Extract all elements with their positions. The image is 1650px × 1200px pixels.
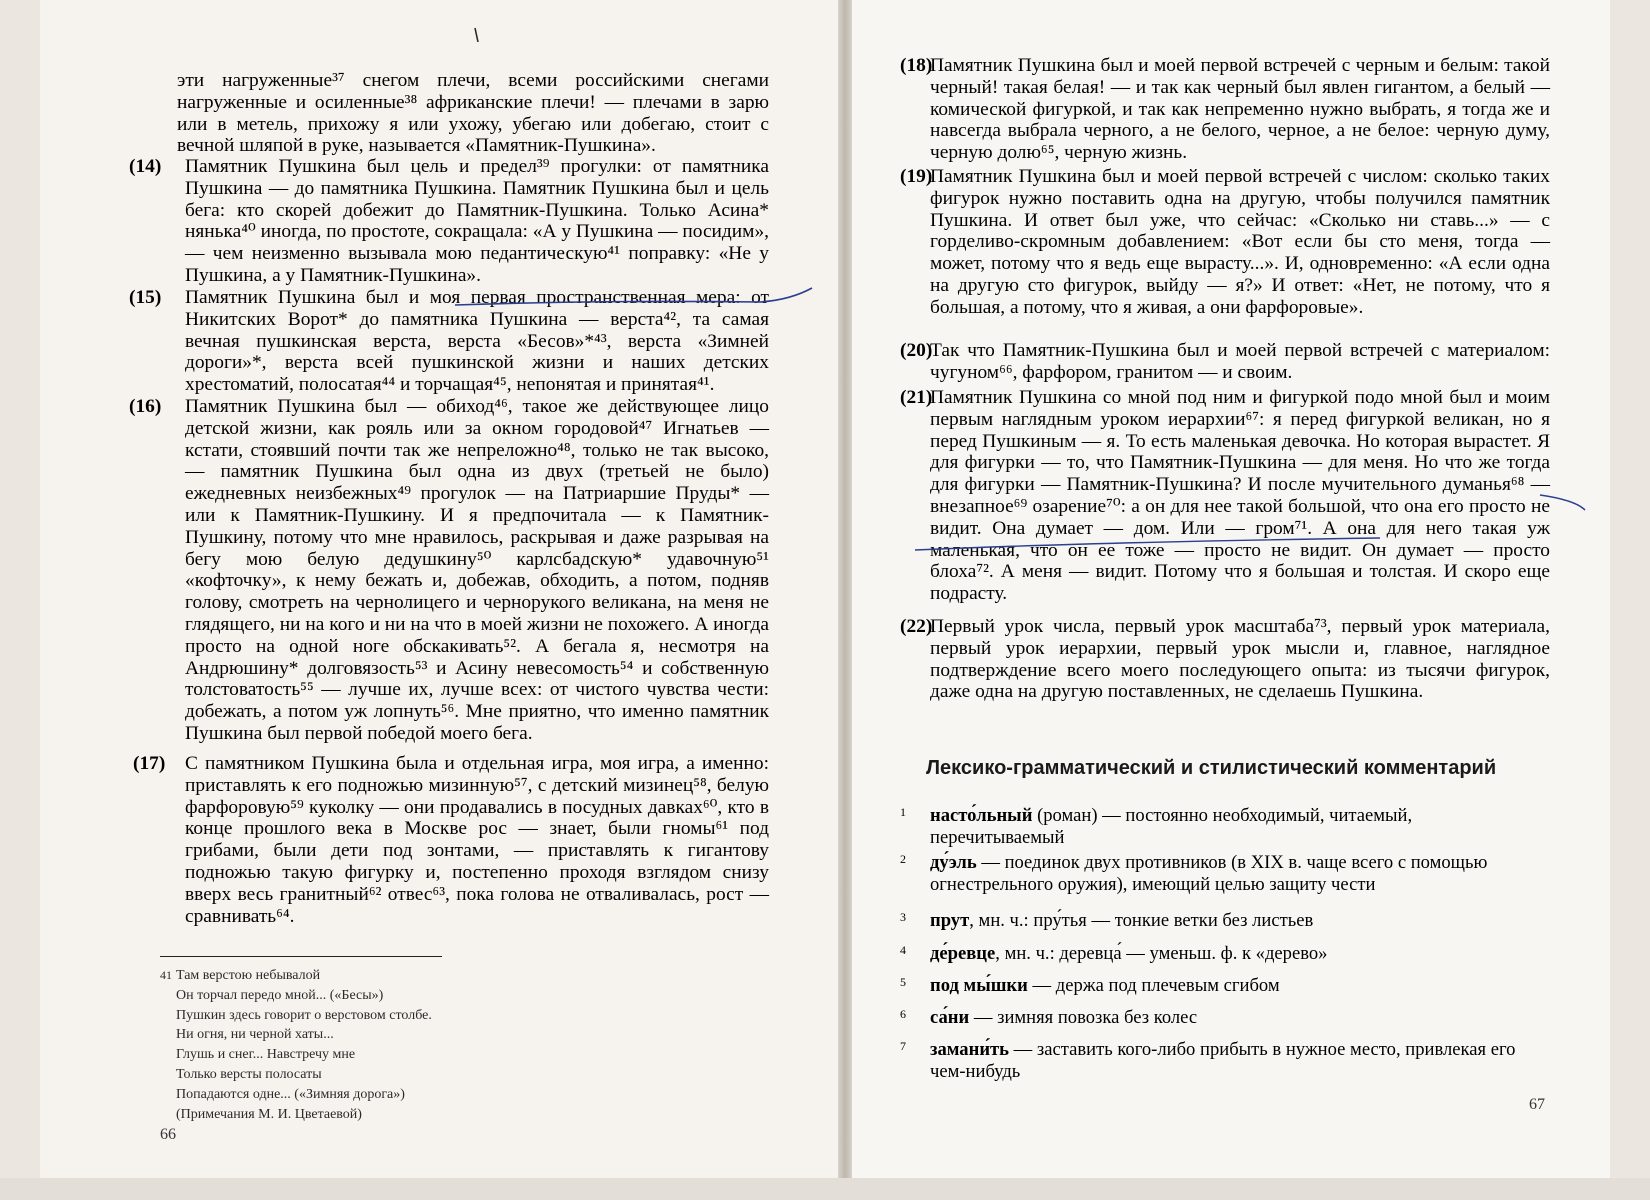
- glossary-definition: — зимняя повозка без колес: [969, 1007, 1198, 1028]
- glossary-entry: [900, 1039, 1550, 1083]
- glossary-definition: — поединок двух противников (в XIX в. чаще всего с помощью огнестрельного оружия), имеющий целью защиту чести: [930, 852, 1488, 895]
- footnote-line: Попадаются одне... («Зимняя дорога»): [176, 1086, 405, 1102]
- glossary-definition: , мн. ч.: пру́тья — тонкие ветки без листьев: [969, 910, 1314, 931]
- glossary-headword: ду́эль: [930, 852, 977, 873]
- glossary-number: 1: [900, 805, 906, 819]
- paragraph-number: (17): [133, 753, 166, 774]
- glossary-number: 4: [900, 943, 906, 957]
- page-number-left: 66: [160, 1126, 176, 1143]
- paragraph-19: [900, 166, 1550, 319]
- glossary-definition: — держа под плечевым сгибом: [1027, 975, 1280, 996]
- glossary-number: 6: [900, 1007, 906, 1021]
- paragraph-20: [900, 340, 1550, 384]
- glossary-headword: под мы́шки: [930, 975, 1028, 996]
- glossary-headword: насто́льный: [930, 805, 1033, 826]
- section-heading: Лексико-грамматический и стилистический комментарий: [926, 757, 1497, 779]
- glossary-number: 7: [900, 1039, 906, 1053]
- paragraph-15: [129, 287, 769, 396]
- paragraph-text: эти нагруженные³⁷ снегом плечи, всеми российскими снегами нагруженные и осиленные³⁸ африканские плечи! — плечами в зарю или в метель, прихожу я или ухожу, убегаю или добегаю, стоит с вечной шляпой в руке, называется «Памятник-Пушкина».: [177, 70, 769, 157]
- glossary-number: 2: [900, 852, 906, 866]
- footnote: [160, 966, 520, 1124]
- glossary-number: 3: [900, 910, 906, 924]
- footnote-line: (Примечания М. И. Цветаевой): [176, 1106, 362, 1122]
- glossary-definition: — заставить кого-либо прибыть в нужное место, привлекая его чем-нибудь: [930, 1039, 1516, 1082]
- paragraph-text: Памятник Пушкина был цель и предел³⁹ прогулки: от памятника Пушкина — до памятника Пушкина. Памятник Пушкина был и цель бега: кто скорей добежит до Памятник-Пушкина. Только Асина* нянька⁴⁰ иногда, по простоте, сокращала: «А у Пушкина — посидим», — чем неизменно вызывала мою педантическую⁴¹ поправку: «Не у Пушкина, а у Памятник-Пушкина».: [185, 156, 769, 286]
- paragraph-17: [133, 753, 769, 927]
- glossary-entry: [900, 805, 1550, 849]
- footnote-line: Там верстою небывалой: [176, 968, 321, 983]
- glossary-entry: [900, 852, 1550, 896]
- paragraph-16: [129, 396, 769, 745]
- glossary-number: 5: [900, 975, 906, 989]
- paragraph-number: (15): [129, 287, 162, 308]
- paragraph-14: [129, 156, 769, 287]
- page-edge: [0, 1178, 1650, 1200]
- glossary-definition: , мн. ч.: деревца́ — уменьш. ф. к «дерево»: [995, 943, 1328, 964]
- glossary-definition: (роман) — постоянно необходимый, читаемый, перечитываемый: [930, 805, 1413, 848]
- footnote-line: Глушь и снег... Навстречу мне: [176, 1047, 356, 1063]
- paragraph-number: (18): [900, 55, 933, 76]
- paragraph-text: Памятник Пушкина был и моей первой встречей с числом: сколько таких фигурок нужно поставить одна на другую, чтобы получился памятник Пушкина. И ответ был уже, что сейчас: «Сколько ни ставь...» — с горделиво-скромным добавлением: «Вот если бы сто меня, тогда — может, потому что я ведь еще вырасту...». И, одновременно: «А если одна на другую сто фигурок, выйду — я?» И ответ: «Нет, не потому, что я большая, а потому, что я живая, а они фарфоровые».: [930, 166, 1550, 318]
- paragraph-text: Памятник Пушкина со мной под ним и фигуркой подо мной был и моим первым наглядным уроком иерархии⁶⁷: я перед фигуркой великан, но я перед Пушкиным — я. То есть маленькая девочка. Но которая вырастет. Я для фигурки — то, что Памятник-Пушкина — для меня. Но что же тогда для фигурки — Памятник-Пушкина? И после мучительного думанья⁶⁸ — внезапное⁶⁹ озарение⁷⁰: а он для нее такой большой, что она его просто не видит. Она думает — дом. Или — гром⁷¹. А она для него такая уж маленькая, что он ее тоже — просто не видит. Он думает — просто блоха⁷². А меня — видит. Потому что я большая и толстая. И скоро еще подрасту.: [930, 387, 1550, 605]
- glossary-entry: [900, 943, 1550, 965]
- paragraph-text: С памятником Пушкина была и отдельная игра, моя игра, а именно: приставлять к его подножью мизинную⁵⁷, с детский мизинец⁵⁸, белую фарфоровую⁵⁹ куколку — они продавались в посудных давках⁶⁰, кто в конце прошлого века в Москве рос — знает, были гномы⁶¹ под грибами, были дети под зонтами, — приставлять к гигантову подножью такую фигурку и, постепенно проходя взглядом снизу вверх весь гранитный⁶² отвес⁶³, пока голова не отваливалась, рост — сравнивать⁶⁴.: [185, 753, 769, 927]
- book-gutter: [838, 0, 852, 1185]
- glossary-entry: [900, 975, 1550, 997]
- glossary-headword: прут: [930, 910, 970, 931]
- paragraph-text: Так что Памятник-Пушкина был и моей первой встречей с материалом: чугуном⁶⁶, фарфором, гранитом — и своим.: [930, 340, 1550, 383]
- paragraph-22: [900, 616, 1550, 703]
- paragraph-number: (21): [900, 387, 933, 408]
- continuation-paragraph: [137, 70, 769, 157]
- footnote-number: 41: [160, 968, 172, 982]
- paragraph-number: (19): [900, 166, 933, 187]
- glossary-headword: са́ни: [930, 1007, 970, 1028]
- paragraph-number: (14): [129, 156, 162, 177]
- paragraph-text: Памятник Пушкина был — обиход⁴⁶, такое же действующее лицо детской жизни, как рояль или за окном городовой⁴⁷ Игнатьев — кстати, стоявший почти так же непреложно⁴⁸, только не так высоко, — памятник Пушкина был одна из двух (третьей не было) ежедневных неизбежных⁴⁹ прогулок — на Патриаршие Пруды* — или к Памятник-Пушкину. И я предпочитала — к Памятник-Пушкину, потому что мне нравилось, раскрывая и даже разрывая на бегу мою белую дедушкину⁵⁰ карлсбадскую* удавочную⁵¹ «кофточку», к нему бежать и, добежав, обходить, а потом, подняв голову, смотреть на чернолицего и чернорукого великана, на меня не глядящего, ни на кого и ни на что в моей жизни не похожего. А иногда просто на одной ноге обскакивать⁵². А бегала я, несмотря на Андрюшину* долговязость⁵³ и Асину невесомость⁵⁴ и собственную толстоватость⁵⁵ — лучше их, лучше всех: от чистого чувства чести: добежать, а потом уж лопнуть⁵⁶. Мне приятно, что именно памятник Пушкина был первой победой моего бега.: [185, 396, 769, 744]
- paragraph-text: Первый урок числа, первый урок масштаба⁷³, первый урок материала, первый урок иерархии, первый урок мысли и, главное, наглядное подтверждение всего моего последующего опыта: из тысячи фигурок, даже одна на другую поставленных, не сделаешь Пушкина.: [930, 616, 1550, 703]
- page-number-right: 67: [1529, 1096, 1545, 1113]
- paragraph-text: Памятник Пушкина был и моя первая пространственная мера: от Никитских Ворот* до памятника Пушкина — верста⁴², та самая вечная пушкинская верста, верста «Бесов»*⁴³, верста «Зимней дороги»*, верста всей пушкинской жизни и наших детских хрестоматий, полосатая⁴⁴ и торчащая⁴⁵, непонятая и принятая⁴¹.: [185, 287, 769, 396]
- paragraph-number: (22): [900, 616, 933, 637]
- glossary-entry: [900, 910, 1550, 932]
- footnote-line: Пушкин здесь говорит о верстовом столбе.: [176, 1007, 432, 1023]
- glossary-headword: де́ревце: [930, 943, 996, 964]
- footnote-line: Только версты полосаты: [176, 1066, 322, 1082]
- glossary-headword: замани́ть: [930, 1039, 1009, 1060]
- footnote-line: Он торчал передо мной... («Бесы»): [176, 987, 384, 1003]
- paragraph-21: [900, 387, 1550, 605]
- glossary-entry: [900, 1007, 1550, 1029]
- paragraph-number: (16): [129, 396, 162, 417]
- footnote-divider: [160, 956, 442, 957]
- paragraph-text: Памятник Пушкина был и моей первой встречей с черным и белым: такой черный! такая белая! — и так как черный был явлен гигантом, а белый — комической фигуркой, и так как непременно нужно выбрать, я тогда же и навсегда выбрала черного, а не белого, черное, а не белое: черную думу, черную долю⁶⁵, черную жизнь.: [930, 55, 1550, 164]
- footnote-line: Ни огня, ни черной хаты...: [176, 1027, 334, 1043]
- paragraph-number: (20): [900, 340, 933, 361]
- paragraph-18: [900, 55, 1550, 164]
